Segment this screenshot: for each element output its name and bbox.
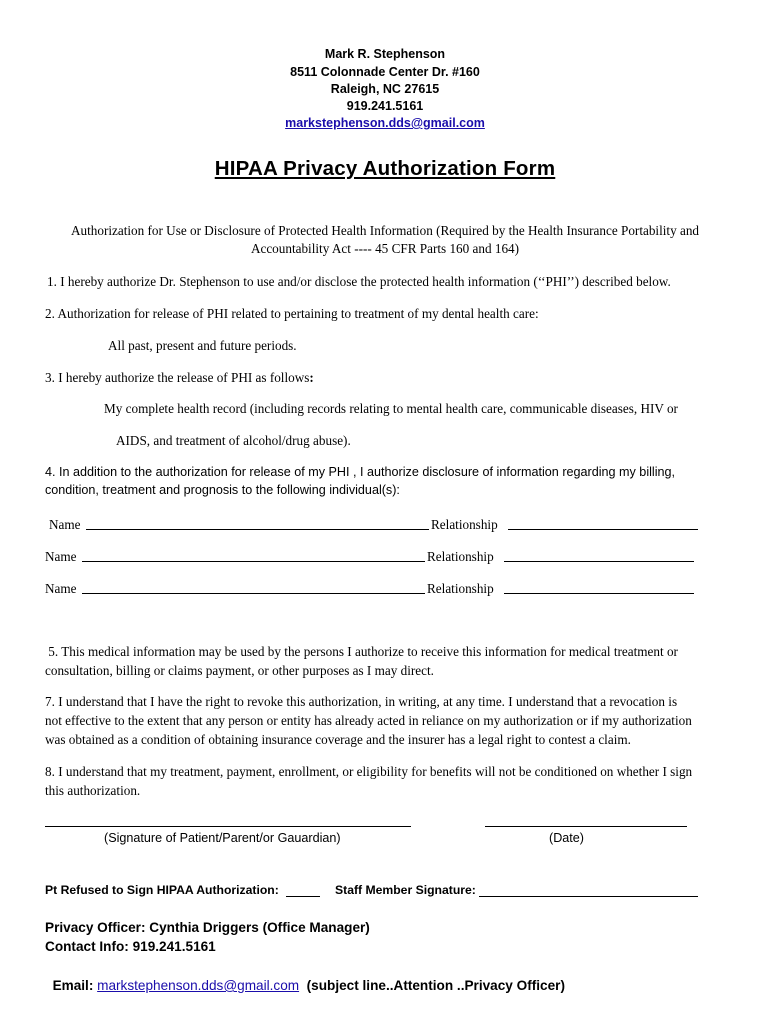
- footer-email-note: (subject line..Attention ..Privacy Officer): [306, 978, 565, 993]
- name-label: Name: [49, 517, 81, 532]
- pt-refused-input-line[interactable]: [286, 896, 320, 897]
- footer-email-row: [45, 957, 565, 995]
- staff-signature-input-line[interactable]: [479, 896, 698, 897]
- letterhead-name: Mark R. Stephenson: [324, 47, 446, 61]
- relationship-label: Relationship: [427, 549, 494, 564]
- item-5-line-2: consultation, billing or claims payment, or other purposes as I may direct.: [45, 663, 434, 678]
- contact-info: Contact Info: 919.241.5161: [45, 939, 216, 954]
- intro-line-2: Accountability Act ---- 45 CFR Parts 160 and 164): [250, 241, 520, 256]
- item-4-line-1: 4. In addition to the authorization for release of my PHI , I authorize disclosure of information regarding my billing,: [45, 465, 676, 479]
- letterhead-city: Raleigh, NC 27615: [330, 82, 440, 96]
- name-input-line[interactable]: [82, 593, 425, 594]
- patient-signature-line[interactable]: [45, 826, 411, 827]
- item-8-line-2: this authorization.: [45, 783, 141, 798]
- date-line[interactable]: [485, 826, 687, 827]
- item-4-line-2: condition, treatment and prognosis to the following individual(s):: [45, 483, 400, 497]
- item-3-detail-line-1: My complete health record (including records relating to mental health care, communicable diseases, HIV or: [104, 401, 678, 416]
- item-7-line-1: 7. I understand that I have the right to revoke this authorization, in writing, at any time. I understand that a revocation is: [45, 694, 678, 709]
- item-3-text: 3. I hereby authorize the release of PHI as follows: [45, 370, 310, 385]
- page-title: HIPAA Privacy Authorization Form: [214, 157, 556, 180]
- item-3: [45, 368, 314, 387]
- item-3-colon: :: [309, 370, 314, 385]
- relationship-input-line[interactable]: [508, 529, 698, 530]
- relationship-input-line[interactable]: [504, 593, 694, 594]
- date-caption: (Date): [549, 831, 584, 845]
- item-2-detail: All past, present and future periods.: [108, 338, 297, 353]
- name-input-line[interactable]: [86, 529, 429, 530]
- item-5-line-1: 5. This medical information may be used by the persons I authorize to receive this information for medical treatment or: [45, 644, 678, 659]
- item-8-line-1: 8. I understand that my treatment, payment, enrollment, or eligibility for benefits will not be conditioned on whether I sign: [45, 764, 693, 779]
- staff-signature-label: Staff Member Signature:: [335, 883, 476, 897]
- item-3-detail-line-2: AIDS, and treatment of alcohol/drug abuse).: [116, 433, 351, 448]
- relationship-label: Relationship: [427, 581, 494, 596]
- name-label: Name: [45, 581, 77, 596]
- item-1: 1. I hereby authorize Dr. Stephenson to use and/or disclose the protected health information (‘‘PHI’’) described below.: [47, 274, 671, 289]
- pt-refused-label: Pt Refused to Sign HIPAA Authorization:: [45, 883, 279, 897]
- relationship-input-line[interactable]: [504, 561, 694, 562]
- item-7-line-3: was obtained as a condition of obtaining insurance coverage and the insurer has a legal right to contest a claim.: [45, 732, 631, 747]
- letterhead-address: 8511 Colonnade Center Dr. #160: [290, 65, 480, 79]
- name-label: Name: [45, 549, 77, 564]
- letterhead-phone: 919.241.5161: [346, 99, 424, 113]
- footer-email-link[interactable]: markstephenson.dds@gmail.com: [97, 978, 300, 993]
- relationship-label: Relationship: [431, 517, 498, 532]
- name-input-line[interactable]: [82, 561, 425, 562]
- patient-signature-caption: (Signature of Patient/Parent/or Gauardian): [104, 831, 341, 845]
- intro-line-1: Authorization for Use or Disclosure of Protected Health Information (Required by the Health Insurance Portability and: [70, 223, 700, 238]
- letterhead-email-link[interactable]: markstephenson.dds@gmail.com: [285, 116, 485, 130]
- item-7-line-2: not effective to the extent that any person or entity has already acted in reliance on my authorization or if my authorization: [45, 713, 692, 728]
- footer-email-label: Email:: [52, 978, 98, 993]
- item-2: 2. Authorization for release of PHI related to pertaining to treatment of my dental health care:: [45, 306, 539, 321]
- privacy-officer: Privacy Officer: Cynthia Driggers (Office Manager): [45, 920, 370, 935]
